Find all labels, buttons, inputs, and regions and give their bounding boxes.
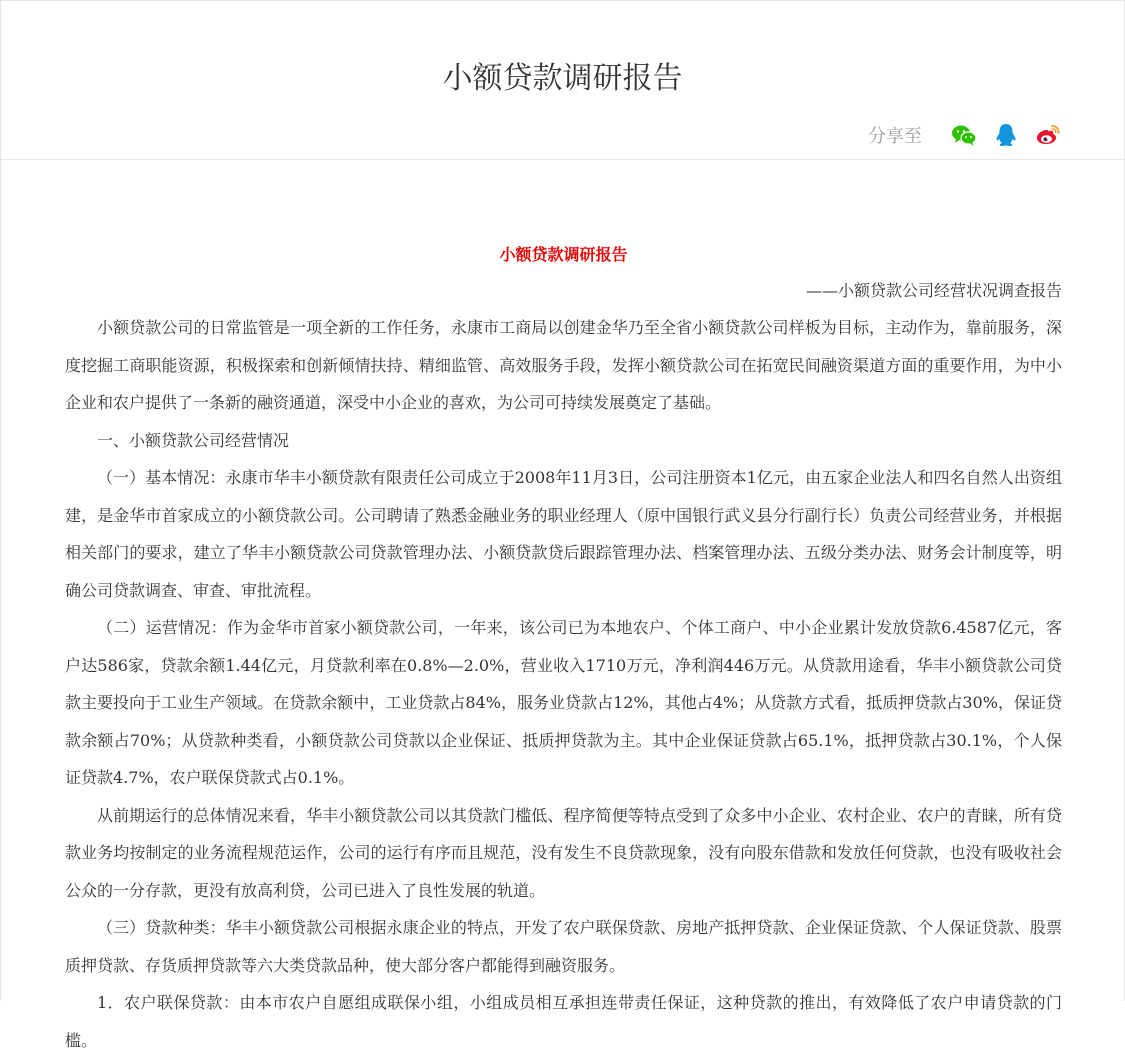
weibo-icon[interactable]	[1034, 121, 1062, 149]
paragraph: 小额贷款公司的日常监管是一项全新的工作任务，永康市工商局以创建金华乃至全省小额贷款公司样板为目标，主动作为，靠前服务，深度挖掘工商职能资源，积极探索和创新倾情扶持、精细监管、高效服务手段，发挥小额贷款公司在拓宽民间融资渠道方面的重要作用，为中小企业和农户提供了一条新的融资通道，深受中小企业的喜欢，为公司可持续发展奠定了基础。	[65, 318, 1062, 412]
document-title: 小额贷款调研报告	[499, 245, 628, 264]
qq-icon[interactable]	[992, 121, 1020, 149]
paragraph: 从前期运行的总体情况来看，华丰小额贷款公司以其贷款门槛低、程序简便等特点受到了众多中小企业、农村企业、农户的青睐，所有贷款业务均按制定的业务流程规范运作，公司的运行有序而且规范，没有发生不良贷款现象，没有向股东借款和发放任何贷款，也没有吸收社会公众的一分存款，更没有放高利贷，公司已进入了良性发展的轨道。	[65, 805, 1062, 900]
paragraph: 1．农户联保贷款：由本市农户自愿组成联保小组，小组成员相互承担连带责任保证，这种贷款的推出，有效降低了农户申请贷款的门槛。	[65, 993, 1062, 1050]
article-content	[65, 241, 1062, 1059]
paragraph: （一）基本情况：永康市华丰小额贷款有限责任公司成立于2008年11月3日，公司注册资本1亿元，由五家企业法人和四名自然人出资组建，是金华市首家成立的小额贷款公司。公司聘请了熟悉金融业务的职业经理人（原中国银行武义县分行副行长）负责公司经营业务，并根据相关部门的要求，建立了华丰小额贷款公司贷款管理办法、小额贷款贷后跟踪管理办法、档案管理办法、五级分类办法、财务会计制度等，明确公司贷款调查、审查、审批流程。	[65, 468, 1062, 600]
paragraph: （三）贷款种类：华丰小额贷款公司根据永康企业的特点，开发了农户联保贷款、房地产抵押贷款、企业保证贷款、个人保证贷款、股票质押贷款、存货质押贷款等六大类贷款品种，使大部分客户都能得到融资服务。	[65, 918, 1062, 975]
document-subtitle: ——小额贷款公司经营状况调查报告	[805, 281, 1062, 300]
share-label: 分享至	[868, 126, 922, 147]
section-heading: 一、小额贷款公司经营情况	[97, 430, 290, 450]
share-bar	[868, 121, 1062, 149]
page-title: 小额贷款调研报告	[442, 61, 683, 96]
paragraph: （二）运营情况：作为金华市首家小额贷款公司，一年来，该公司已为本地农户、个体工商户、中小企业累计发放贷款6.4587亿元，客户达586家，贷款余额1.44亿元，月贷款利率在0.8%—2.0%，营业收入1710万元，净利润446万元。从贷款用途看，华丰小额贷款公司贷款主要投向于工业生产领域。在贷款余额中，工业贷款占84%，服务业贷款占12%，其他占4%；从贷款方式看，抵质押贷款占30%，保证贷款余额占70%；从贷款种类看，小额贷款公司贷款以企业保证、抵质押贷款为主。其中企业保证贷款占65.1%，抵押贷款占30.1%，个人保证贷款4.7%，农户联保贷款式占0.1%。	[65, 618, 1062, 787]
article-header	[1, 1, 1124, 160]
wechat-icon[interactable]	[950, 121, 978, 149]
